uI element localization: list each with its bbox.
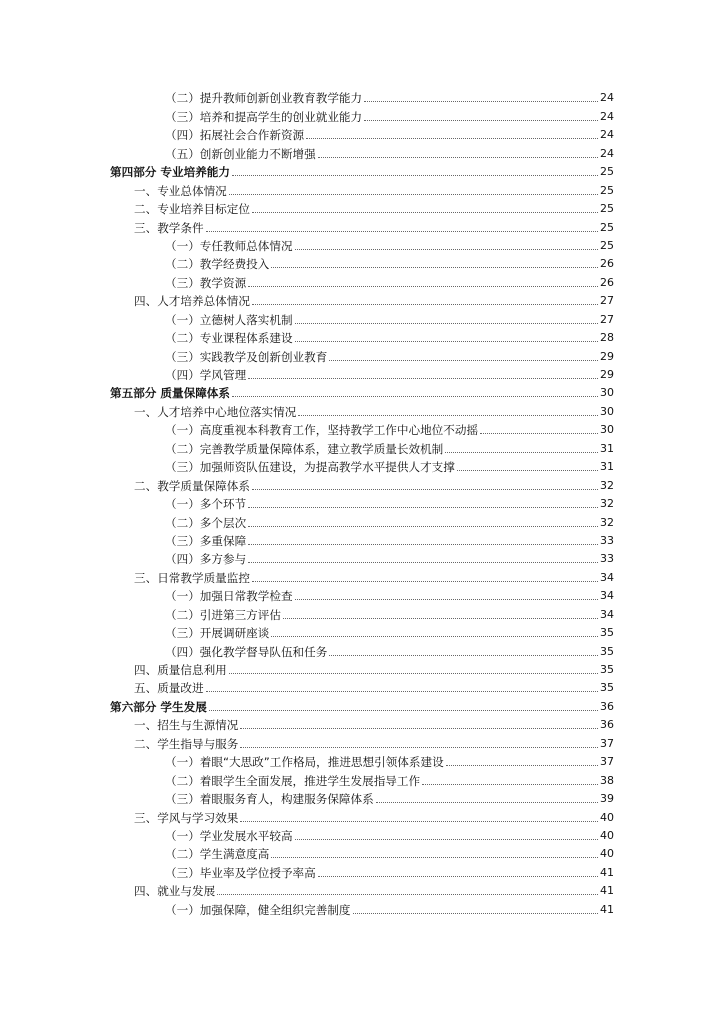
toc-subsection-entry[interactable] xyxy=(110,640,614,658)
toc-dot-leader xyxy=(206,691,598,692)
toc-page-number: 25 xyxy=(600,238,614,252)
toc-dot-leader xyxy=(318,876,598,877)
toc-dot-leader xyxy=(329,360,598,361)
toc-entry-title: 第四部分 专业培养能力 xyxy=(110,165,230,180)
toc-page-number: 29 xyxy=(600,349,614,363)
toc-dot-leader xyxy=(271,636,598,637)
toc-subsection-entry[interactable] xyxy=(110,345,614,363)
toc-page-number: 40 xyxy=(600,828,614,842)
toc-dot-leader xyxy=(298,415,598,416)
toc-dot-leader xyxy=(457,470,598,471)
toc-dot-leader xyxy=(376,802,598,803)
toc-page-number: 32 xyxy=(600,478,614,492)
toc-entry-title: （二）提升教师创新创业教育教学能力 xyxy=(165,91,363,106)
toc-dot-leader xyxy=(229,194,598,195)
toc-section-entry[interactable] xyxy=(110,880,614,898)
toc-dot-leader xyxy=(364,101,598,102)
toc-entry-title: 五、质量改进 xyxy=(134,681,204,696)
toc-entry-title: （一）加强日常教学检查 xyxy=(165,589,293,604)
toc-entry-title: （三）开展调研座谈 xyxy=(165,626,270,641)
toc-dot-leader xyxy=(353,913,598,914)
toc-dot-leader xyxy=(318,157,598,158)
toc-dot-leader xyxy=(248,544,598,545)
toc-subsection-entry[interactable] xyxy=(110,124,614,142)
toc-section-entry[interactable] xyxy=(110,566,614,584)
toc-dot-leader xyxy=(240,747,598,748)
toc-entry-title: （四）多方参与 xyxy=(165,552,247,567)
toc-entry-title: （三）着眼服务育人，构建服务保障体系 xyxy=(165,792,374,807)
toc-entry-title: （三）实践教学及创新创业教育 xyxy=(165,349,328,364)
toc-part-heading[interactable] xyxy=(110,382,614,400)
toc-page-number: 40 xyxy=(600,810,614,824)
toc-entry-title: （一）加强保障，健全组织完善制度 xyxy=(165,902,351,917)
toc-entry-title: （三）培养和提高学生的创业就业能力 xyxy=(165,109,363,124)
toc-entry-title: （一）高度重视本科教育工作，坚持教学工作中心地位不动摇 xyxy=(165,423,479,438)
toc-page-number: 26 xyxy=(600,257,614,271)
toc-section-entry[interactable] xyxy=(110,806,614,824)
toc-page-number: 35 xyxy=(600,681,614,695)
toc-page-number: 41 xyxy=(600,884,614,898)
toc-dot-leader xyxy=(252,212,598,213)
toc-entry-title: 四、就业与发展 xyxy=(134,884,216,899)
toc-dot-leader xyxy=(252,304,598,305)
toc-page-number: 28 xyxy=(600,331,614,345)
toc-subsection-entry[interactable] xyxy=(110,843,614,861)
toc-page-number: 37 xyxy=(600,736,614,750)
toc-entry-title: （四）学风管理 xyxy=(165,368,247,382)
table-of-contents xyxy=(110,87,614,917)
toc-page-number: 32 xyxy=(600,515,614,529)
toc-subsection-entry[interactable] xyxy=(110,142,614,160)
toc-section-entry[interactable] xyxy=(110,714,614,732)
toc-page-number: 35 xyxy=(600,663,614,676)
toc-page-number: 36 xyxy=(600,699,614,713)
toc-section-entry[interactable] xyxy=(110,677,614,695)
toc-entry-title: （二）完善教学质量保障体系，建立教学质量长效机制 xyxy=(165,441,444,456)
toc-page-number: 33 xyxy=(600,533,614,547)
toc-entry-title: 一、招生与生源情况 xyxy=(134,718,239,733)
toc-entry-title: 一、专业总体情况 xyxy=(134,183,227,198)
toc-subsection-entry[interactable] xyxy=(110,308,614,326)
toc-page-number: 30 xyxy=(600,404,614,418)
toc-dot-leader xyxy=(248,286,598,287)
toc-entry-title: 第六部分 学生发展 xyxy=(110,699,207,714)
toc-subsection-entry[interactable] xyxy=(110,788,614,806)
toc-page-number: 27 xyxy=(600,294,614,308)
toc-entry-title: （五）创新创业能力不断增强 xyxy=(165,146,316,161)
toc-subsection-entry[interactable] xyxy=(110,419,614,437)
toc-subsection-entry[interactable] xyxy=(110,235,614,253)
toc-page-number: 35 xyxy=(600,626,614,640)
toc-page-number: 25 xyxy=(600,183,614,197)
toc-subsection-entry[interactable] xyxy=(110,603,614,621)
toc-entry-title: （三）毕业率及学位授予率高 xyxy=(165,865,316,880)
toc-page-number: 24 xyxy=(600,146,614,160)
toc-entry-title: （二）专业课程体系建设 xyxy=(165,331,293,346)
toc-dot-leader xyxy=(229,673,598,674)
toc-dot-leader xyxy=(217,894,598,895)
toc-dot-leader xyxy=(240,821,598,822)
toc-section-entry[interactable] xyxy=(110,732,614,750)
toc-dot-leader xyxy=(295,249,598,250)
toc-section-entry[interactable] xyxy=(110,198,614,216)
toc-page-number: 31 xyxy=(600,460,614,474)
toc-subsection-entry[interactable] xyxy=(110,364,614,382)
toc-subsection-entry[interactable] xyxy=(110,898,614,916)
toc-page-number: 30 xyxy=(600,386,614,400)
toc-page-number: 34 xyxy=(600,607,614,621)
toc-subsection-entry[interactable] xyxy=(110,825,614,843)
toc-part-heading[interactable] xyxy=(110,161,614,179)
toc-page-number: 36 xyxy=(600,718,614,732)
toc-subsection-entry[interactable] xyxy=(110,769,614,787)
toc-entry-title: （一）专任教师总体情况 xyxy=(165,238,293,253)
toc-subsection-entry[interactable] xyxy=(110,585,614,603)
toc-entry-title: （二）多个层次 xyxy=(165,515,247,530)
toc-dot-leader xyxy=(232,396,598,397)
toc-entry-title: 四、质量信息利用 xyxy=(134,663,227,677)
toc-dot-leader xyxy=(271,267,598,268)
toc-subsection-entry[interactable] xyxy=(110,511,614,529)
toc-entry-title: 三、教学条件 xyxy=(134,220,204,235)
toc-page-number: 24 xyxy=(600,109,614,123)
toc-dot-leader xyxy=(306,138,598,139)
toc-dot-leader xyxy=(295,839,598,840)
toc-dot-leader xyxy=(422,784,598,785)
toc-page-number: 40 xyxy=(600,847,614,861)
toc-dot-leader xyxy=(206,231,598,232)
toc-page-number: 24 xyxy=(600,91,614,105)
toc-page-number: 33 xyxy=(600,552,614,566)
toc-page-number: 31 xyxy=(600,441,614,455)
toc-dot-leader xyxy=(248,507,598,508)
toc-dot-leader xyxy=(271,857,598,858)
toc-section-entry[interactable] xyxy=(110,659,614,677)
toc-section-entry[interactable] xyxy=(110,290,614,308)
toc-subsection-entry[interactable] xyxy=(110,437,614,455)
toc-page-number: 25 xyxy=(600,220,614,234)
toc-subsection-entry[interactable] xyxy=(110,751,614,769)
toc-entry-title: （二）着眼学生全面发展，推进学生发展指导工作 xyxy=(165,773,421,788)
toc-entry-title: （一）多个环节 xyxy=(165,497,247,512)
toc-subsection-entry[interactable] xyxy=(110,861,614,879)
toc-entry-title: 二、教学质量保障体系 xyxy=(134,478,250,493)
toc-page-number: 41 xyxy=(600,865,614,879)
toc-entry-title: （四）拓展社会合作新资源 xyxy=(165,128,305,143)
toc-dot-leader xyxy=(248,562,598,563)
toc-dot-leader xyxy=(364,120,598,121)
toc-page-number: 34 xyxy=(600,570,614,584)
toc-dot-leader xyxy=(209,710,598,711)
toc-dot-leader xyxy=(248,378,598,379)
toc-page-number: 29 xyxy=(600,368,614,381)
toc-dot-leader xyxy=(480,433,598,434)
toc-dot-leader xyxy=(248,526,598,527)
toc-subsection-entry[interactable] xyxy=(110,456,614,474)
toc-subsection-entry[interactable] xyxy=(110,271,614,289)
toc-subsection-entry[interactable] xyxy=(110,327,614,345)
toc-dot-leader xyxy=(445,452,598,453)
toc-entry-title: 二、学生指导与服务 xyxy=(134,736,239,751)
toc-page-number: 27 xyxy=(600,312,614,326)
toc-page-number: 38 xyxy=(600,773,614,787)
toc-dot-leader xyxy=(283,618,598,619)
toc-page-number: 32 xyxy=(600,497,614,511)
toc-page-number: 34 xyxy=(600,589,614,603)
toc-entry-title: 一、人才培养中心地位落实情况 xyxy=(134,404,297,419)
toc-page-number: 30 xyxy=(600,423,614,437)
toc-entry-title: （二）教学经费投入 xyxy=(165,257,270,272)
toc-subsection-entry[interactable] xyxy=(110,548,614,566)
toc-entry-title: （一）着眼“大思政”工作格局，推进思想引领体系建设 xyxy=(165,755,444,770)
toc-entry-title: 二、专业培养目标定位 xyxy=(134,202,250,217)
toc-page-number: 25 xyxy=(600,202,614,216)
toc-dot-leader xyxy=(329,655,598,656)
toc-entry-title: （一）立德树人落实机制 xyxy=(165,312,293,327)
toc-dot-leader xyxy=(295,599,598,600)
toc-entry-title: 三、日常教学质量监控 xyxy=(134,570,250,585)
toc-entry-title: （三）加强师资队伍建设，为提高教学水平提供人才支撑 xyxy=(165,460,455,475)
toc-subsection-entry[interactable] xyxy=(110,530,614,548)
toc-page-number: 35 xyxy=(600,644,614,658)
toc-page-number: 25 xyxy=(600,165,614,179)
toc-dot-leader xyxy=(252,489,598,490)
toc-entry-title: （四）强化教学督导队伍和任务 xyxy=(165,644,328,659)
toc-entry-title: 四、人才培养总体情况 xyxy=(134,294,250,309)
toc-subsection-entry[interactable] xyxy=(110,87,614,105)
toc-dot-leader xyxy=(240,728,598,729)
toc-section-entry[interactable] xyxy=(110,474,614,492)
toc-dot-leader xyxy=(232,175,598,176)
toc-subsection-entry[interactable] xyxy=(110,622,614,640)
toc-section-entry[interactable] xyxy=(110,179,614,197)
toc-page-number: 41 xyxy=(600,902,614,916)
toc-page-number: 37 xyxy=(600,755,614,769)
toc-dot-leader xyxy=(446,765,598,766)
toc-section-entry[interactable] xyxy=(110,216,614,234)
toc-page-number: 24 xyxy=(600,128,614,142)
toc-page-number: 39 xyxy=(600,792,614,806)
toc-dot-leader xyxy=(295,341,598,342)
toc-page-number: 26 xyxy=(600,275,614,289)
toc-part-heading[interactable] xyxy=(110,695,614,713)
toc-entry-title: （二）引进第三方评估 xyxy=(165,607,281,622)
toc-section-entry[interactable] xyxy=(110,400,614,418)
toc-entry-title: （三）多重保障 xyxy=(165,533,247,548)
toc-entry-title: （一）学业发展水平较高 xyxy=(165,828,293,843)
toc-entry-title: 三、学风与学习效果 xyxy=(134,810,239,825)
toc-dot-leader xyxy=(295,323,598,324)
toc-entry-title: （二）学生满意度高 xyxy=(165,847,270,862)
toc-subsection-entry[interactable] xyxy=(110,105,614,123)
toc-dot-leader xyxy=(252,581,598,582)
toc-entry-title: （三）教学资源 xyxy=(165,275,247,290)
toc-subsection-entry[interactable] xyxy=(110,493,614,511)
toc-entry-title: 第五部分 质量保障体系 xyxy=(110,386,230,401)
toc-subsection-entry[interactable] xyxy=(110,253,614,271)
